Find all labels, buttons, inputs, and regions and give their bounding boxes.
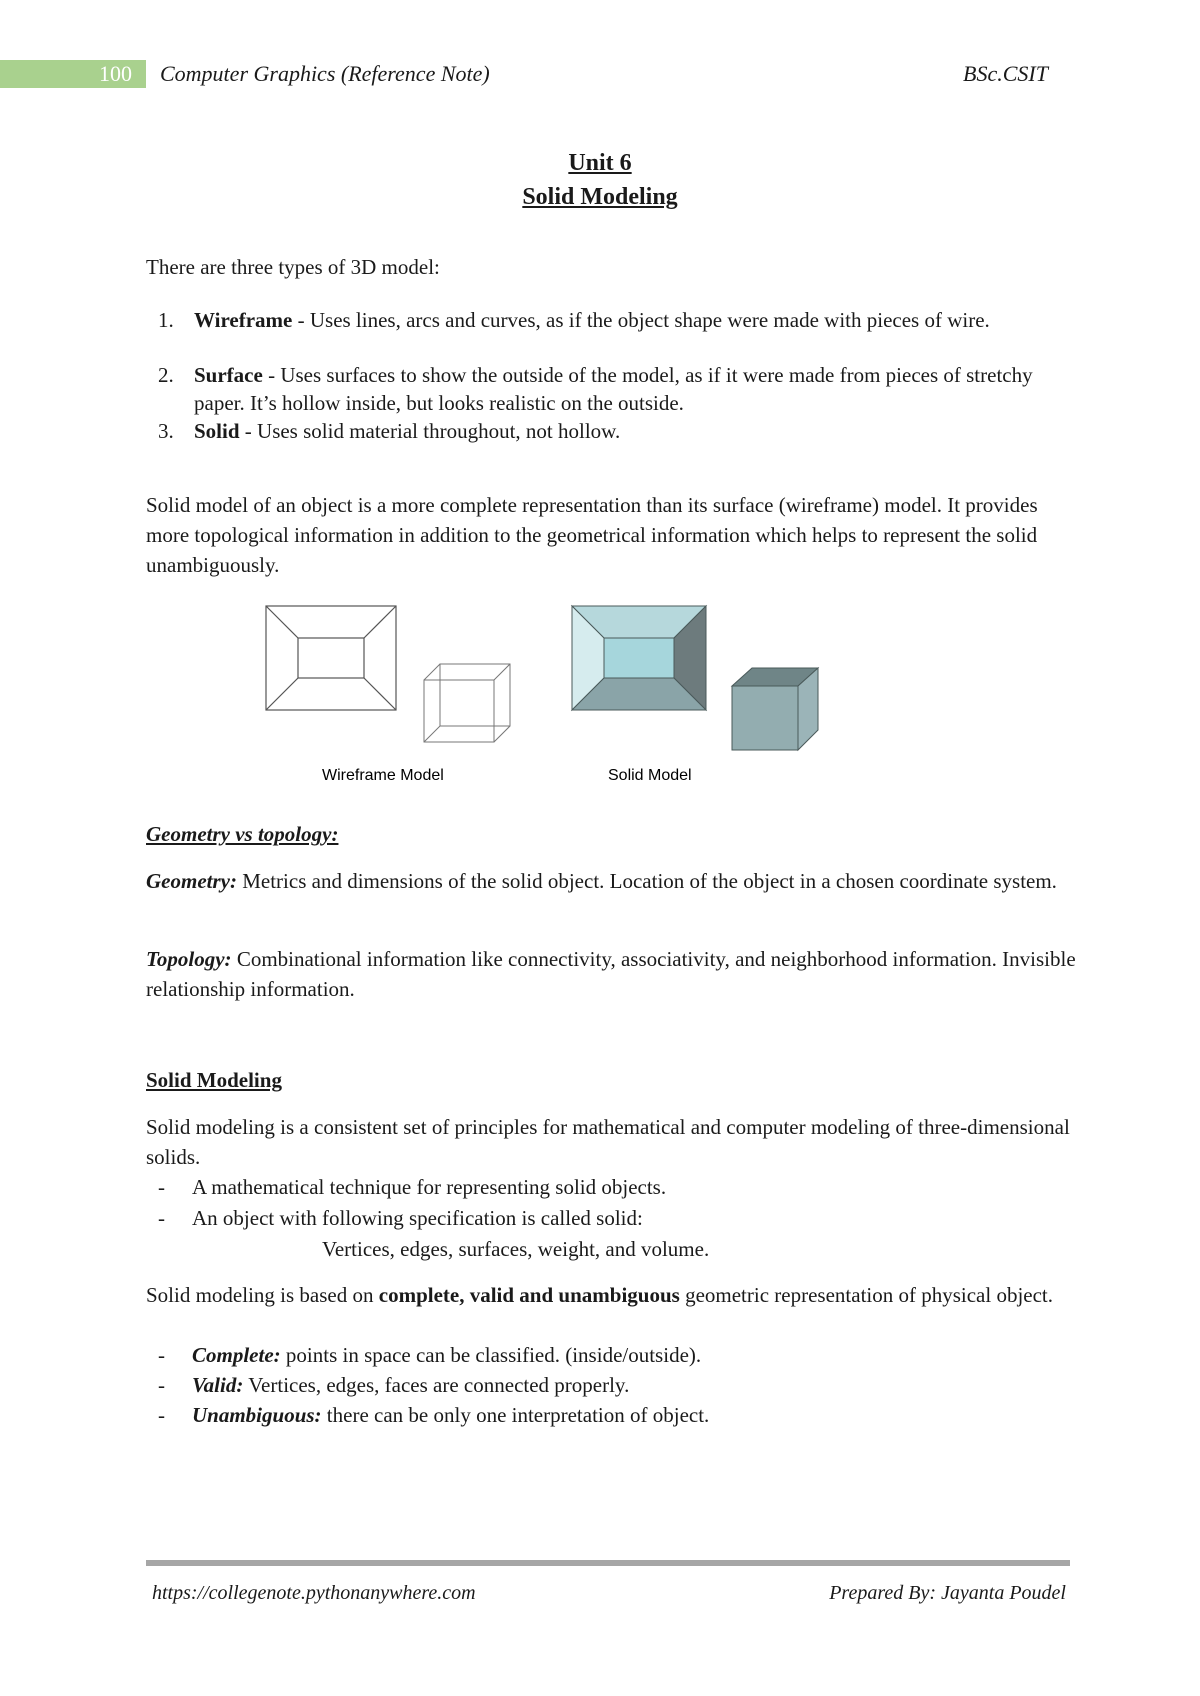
footer-author: Prepared By: Jayanta Poudel <box>829 1582 1066 1604</box>
list-item-wireframe <box>194 306 1054 334</box>
footer-url: https://collegenote.pythonanywhere.com <box>152 1582 476 1604</box>
solid-box-drawing <box>732 668 818 750</box>
solid-modeling-paragraph: Solid modeling is a consistent set of principles for mathematical and computer modeling of three-dimensional solids. <box>146 1115 1070 1169</box>
list-desc: - Uses surfaces to show the outside of the model, as if it were made from pieces of stretchy paper. It’s hollow inside, but looks realistic on the outside. <box>194 363 1033 415</box>
list-term: Surface <box>194 363 263 387</box>
wireframe-model-label: Wireframe Model <box>322 767 444 784</box>
list-item-solid <box>194 417 1054 445</box>
header-title: Computer Graphics (Reference Note) <box>160 61 490 86</box>
list-item-surface <box>194 361 1054 417</box>
intro-text: There are three types of 3D model: <box>146 255 440 279</box>
criteria-desc: points in space can be classified. (inside/outside). <box>280 1343 702 1367</box>
solid-modeling-heading: Solid Modeling <box>146 1068 282 1092</box>
wireframe-frame-drawing <box>266 606 396 710</box>
geometry-definition <box>146 866 1076 896</box>
footer-divider <box>146 1560 1070 1566</box>
bullet-dash: - <box>158 1373 165 1397</box>
criteria-term: Unambiguous: <box>192 1403 322 1427</box>
header-course: BSc.CSIT <box>963 61 1048 86</box>
para-bold-text: complete, valid and unambiguous <box>378 1283 680 1307</box>
bullet-dash: - <box>158 1206 165 1230</box>
geometry-desc: Metrics and dimensions of the solid object. Location of the object in a chosen coordinate system. <box>236 869 1057 893</box>
topology-desc: Combinational information like connectivity, associativity, and neighborhood information. Invisible relationship information. <box>146 947 1076 1001</box>
para-text: geometric representation of physical object. <box>679 1283 1054 1307</box>
topology-definition <box>146 944 1076 1004</box>
model-comparison-figure <box>260 600 840 790</box>
list-term: Wireframe <box>194 308 293 332</box>
solid-model-paragraph: Solid model of an object is a more complete representation than its surface (wireframe) model. It provides more topological information in addition to the geometrical information which helps to represent the solid unambiguously. <box>146 493 1038 577</box>
list-desc: - Uses lines, arcs and curves, as if the object shape were made with pieces of wire. <box>292 308 990 332</box>
unit-label: Unit 6 <box>568 150 632 176</box>
bullet-dash: - <box>158 1403 165 1427</box>
bullet-dash: - <box>158 1343 165 1367</box>
criteria-term: Complete: <box>192 1343 281 1367</box>
bullet-item: An object with following specification is called solid: <box>192 1206 643 1230</box>
criteria-term: Valid: <box>192 1373 244 1397</box>
criteria-item-complete <box>192 1340 1062 1370</box>
criteria-item-valid <box>192 1370 1062 1400</box>
topology-term: Topology: <box>146 947 232 971</box>
bullet-item: A mathematical technique for representing solid objects. <box>192 1175 667 1199</box>
solid-frame-drawing <box>572 606 706 710</box>
list-number: 1. <box>158 308 174 332</box>
wireframe-box-drawing <box>424 664 510 742</box>
unit-title: Solid Modeling <box>522 184 678 210</box>
list-desc: - Uses solid material throughout, not hollow. <box>239 419 621 443</box>
list-number: 3. <box>158 419 174 443</box>
criteria-desc: Vertices, edges, faces are connected properly. <box>243 1373 630 1397</box>
geometry-topology-heading: Geometry vs topology: <box>146 822 339 846</box>
bullet-dash: - <box>158 1175 165 1199</box>
page-number: 100 <box>0 60 146 88</box>
criteria-desc: there can be only one interpretation of object. <box>321 1403 710 1427</box>
solid-model-label: Solid Model <box>608 767 692 784</box>
representation-paragraph <box>146 1280 1076 1310</box>
criteria-item-unambiguous <box>192 1400 1062 1430</box>
para-text: Solid modeling is based on <box>146 1283 379 1307</box>
list-term: Solid <box>194 419 240 443</box>
solid-specification: Vertices, edges, surfaces, weight, and volume. <box>322 1237 710 1261</box>
list-number: 2. <box>158 363 174 387</box>
geometry-term: Geometry: <box>146 869 237 893</box>
